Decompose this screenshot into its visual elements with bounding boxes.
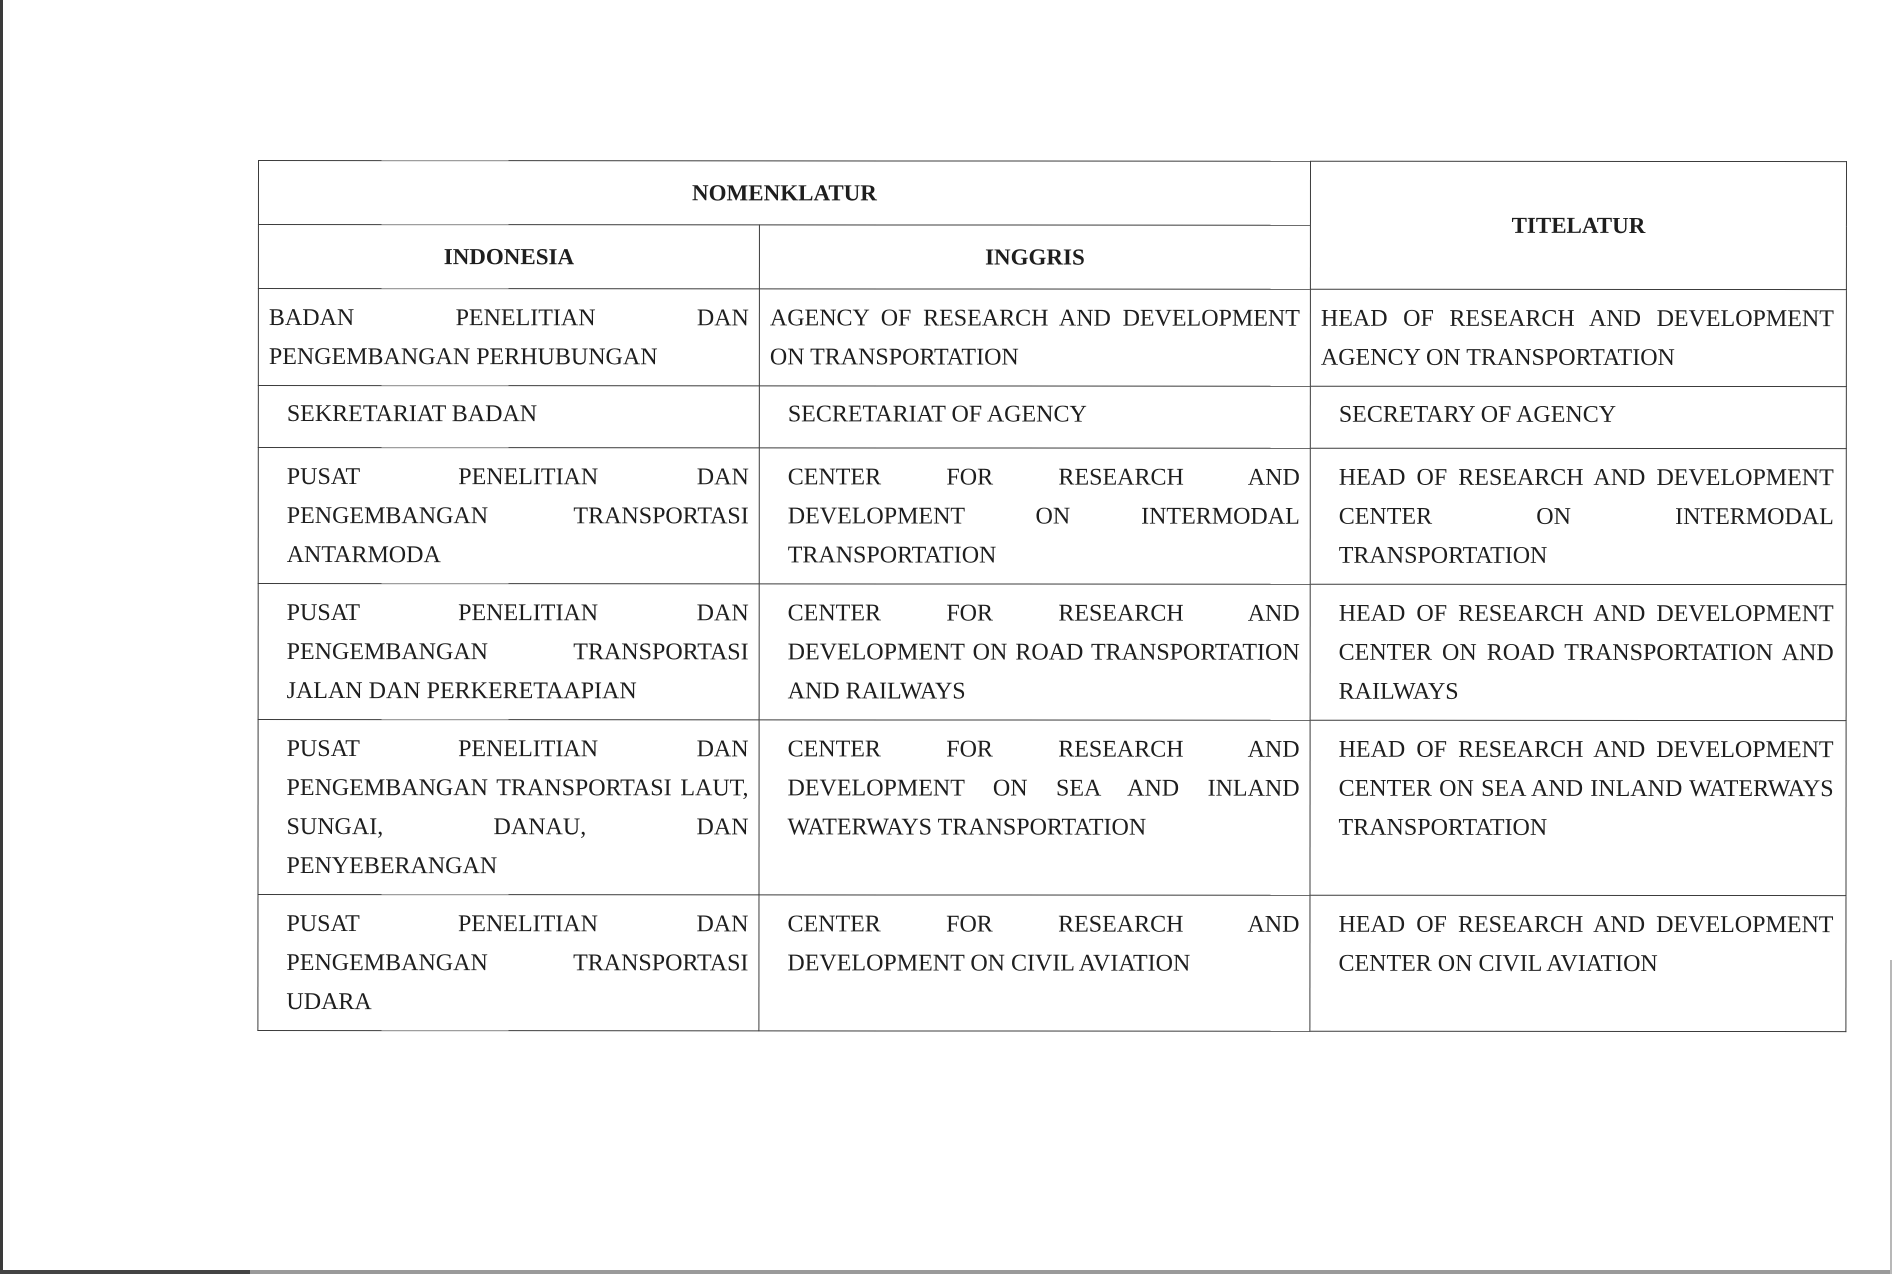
cell-indonesia: [258, 448, 759, 584]
cell-indonesia: [258, 720, 759, 895]
cell-text: HEAD OF RESEARCH AND DEVELOPMENT AGENCY ON TRANSPORTATION: [1320, 305, 1834, 371]
cell-inggris: [759, 386, 1310, 448]
cell-inggris: [759, 448, 1310, 584]
cell-text: HEAD OF RESEARCH AND DEVELOPMENT CENTER ON CIVIL AVIATION: [1338, 911, 1834, 977]
cell-inggris: [759, 584, 1310, 720]
cell-indonesia: [258, 386, 759, 448]
cell-indonesia: [258, 584, 759, 720]
cell-indonesia: [258, 895, 759, 1031]
cell-text: CENTER FOR RESEARCH AND DEVELOPMENT ON ROAD TRANSPORTATION AND RAILWAYS: [787, 600, 1300, 705]
cell-text: AGENCY OF RESEARCH AND DEVELOPMENT ON TRANSPORTATION: [769, 305, 1300, 371]
cell-titelatur: [1310, 289, 1846, 386]
cell-inggris: [759, 289, 1310, 386]
cell-titelatur: [1310, 584, 1846, 720]
table-header: [258, 161, 1846, 290]
cell-titelatur: [1310, 448, 1846, 584]
header-nomenklatur: NOMENKLATUR: [258, 161, 1310, 226]
cell-text: PUSAT PENELITIAN DAN PENGEMBANGAN TRANSPORTASI UDARA: [286, 911, 749, 1016]
table-row: [258, 720, 1846, 896]
cell-titelatur: [1310, 720, 1846, 895]
table-row: [258, 895, 1846, 1032]
scan-border-left: [0, 0, 3, 1274]
header-inggris: INGGRIS: [759, 225, 1310, 289]
cell-text: SECRETARY OF AGENCY: [1338, 401, 1617, 428]
table-row: [258, 386, 1846, 449]
nomenclature-table: [257, 160, 1847, 1032]
cell-text: PUSAT PENELITIAN DAN PENGEMBANGAN TRANSPORTASI ANTARMODA: [286, 464, 749, 569]
cell-inggris: [759, 720, 1310, 895]
table-row: [258, 289, 1846, 387]
header-indonesia: INDONESIA: [258, 225, 759, 289]
header-titelatur: TITELATUR: [1310, 161, 1846, 289]
table-body: [258, 289, 1847, 1032]
cell-titelatur: [1310, 895, 1846, 1031]
cell-text: HEAD OF RESEARCH AND DEVELOPMENT CENTER ON SEA AND INLAND WATERWAYS TRANSPORTATION: [1338, 736, 1834, 841]
cell-text: PUSAT PENELITIAN DAN PENGEMBANGAN TRANSPORTASI JALAN DAN PERKERETAAPIAN: [286, 600, 749, 705]
cell-text: CENTER FOR RESEARCH AND DEVELOPMENT ON CIVIL AVIATION: [787, 911, 1300, 977]
cell-text: HEAD OF RESEARCH AND DEVELOPMENT CENTER ON ROAD TRANSPORTATION AND RAILWAYS: [1338, 600, 1834, 705]
table-row: [258, 584, 1846, 721]
cell-titelatur: [1310, 386, 1846, 448]
table-row: [258, 448, 1846, 585]
cell-text: PUSAT PENELITIAN DAN PENGEMBANGAN TRANSPORTASI LAUT, SUNGAI, DANAU, DAN PENYEBERANGAN: [286, 736, 749, 880]
cell-text: SECRETARIAT OF AGENCY: [787, 401, 1087, 428]
cell-text: CENTER FOR RESEARCH AND DEVELOPMENT ON SEA AND INLAND WATERWAYS TRANSPORTATION: [787, 736, 1300, 841]
scan-border-bottom: [0, 1270, 1892, 1274]
cell-indonesia: [258, 289, 759, 386]
cell-inggris: [759, 895, 1310, 1031]
cell-text: SEKRETARIAT BADAN: [286, 401, 538, 428]
cell-text: CENTER FOR RESEARCH AND DEVELOPMENT ON INTERMODAL TRANSPORTATION: [787, 464, 1300, 569]
cell-text: HEAD OF RESEARCH AND DEVELOPMENT CENTER ON INTERMODAL TRANSPORTATION: [1338, 464, 1834, 569]
cell-text: BADAN PENELITIAN DAN PENGEMBANGAN PERHUBUNGAN: [268, 305, 749, 371]
